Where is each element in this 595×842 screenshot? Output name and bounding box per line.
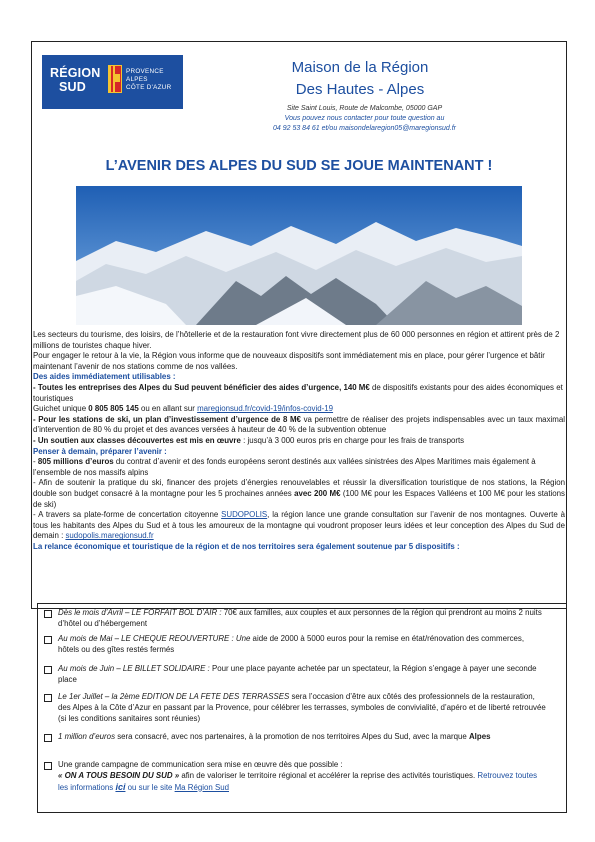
checkbox-bullet-icon <box>44 666 52 674</box>
item-brand: Alpes <box>468 732 491 741</box>
list-item <box>58 692 546 724</box>
header-subtitle: Des Hautes - Alpes <box>295 81 425 98</box>
demain-1-dash: - <box>33 457 38 467</box>
guichet-mid: ou en allant sur <box>138 404 198 414</box>
checkbox-bullet-icon <box>44 610 52 618</box>
relance-heading: La relance économique et touristique de la région et de nos territoires sera également soutenue par 5 dispositifs : <box>33 541 460 551</box>
demain-heading: Penser à demain, préparer l’avenir : <box>33 446 167 456</box>
header-contact: Vous pouvez nous contacter pour toute question au <box>284 115 445 122</box>
demain-3-pre: - A travers sa plate-forme de concertation citoyenne <box>33 510 222 520</box>
campaign-rest: afin de valoriser le territoire régional et accélérer la reprise des activités touristiques. <box>179 770 478 780</box>
header-phone-email[interactable]: 04 92 53 84 61 et/ou maisondelaregion05@maregionsud.fr <box>272 125 456 132</box>
checkbox-bullet-icon <box>44 694 52 702</box>
logo-line-alpes: ALPES <box>126 76 148 83</box>
sudopolis-link[interactable]: SUDOPOLIS <box>221 510 268 520</box>
demain-3 <box>33 510 565 542</box>
demain-2 <box>33 478 565 510</box>
logo-word-region: RÉGION <box>50 66 101 80</box>
guichet-number[interactable]: 0 805 805 145 <box>88 404 139 414</box>
item-text: 70€ aux familles, aux couples et aux personnes de la région qui prendront au moins 2 nuits d’hôtel ou d’hébergement <box>58 608 542 628</box>
item-text: Pour une place payante achetée par un spectateur, la Région s’engage à payer une seconde place <box>58 664 537 684</box>
list-item <box>58 760 546 793</box>
aide-1-bold: - Toutes les entreprises des Alpes du Sud peuvent bénéficier des aides d’urgence, 140 M€ <box>33 382 370 392</box>
covid-info-link[interactable]: maregionsud.fr/covid-19/infos-covid-19 <box>197 404 334 414</box>
demain-1-text: du contrat d’avenir et des fonds européens seront destinés aux vallées sinistrées des Alpes Maritimes mais également à l’ensemble de nos massifs alpins <box>33 457 536 477</box>
region-sud-logo <box>42 55 183 109</box>
logo-line-cote-azur: CÔTE D'AZUR <box>126 84 172 91</box>
campaign-text: Une grande campagne de communication sera mise en œuvre dès que possible : <box>58 760 343 769</box>
item-text: sera l’occasion d’être aux côtés des professionnels de la restauration, des Alpes à la Côte d’Azur en passant par la Provence, pour célébrer les terrasses, symboles de convivialité, d’apéro et de liberté retrouvée (si les conditions sanitaires sont réunies) <box>58 692 546 723</box>
list-item <box>58 664 546 686</box>
header-title: Maison de la Région <box>291 59 429 76</box>
coat-of-arms-icon <box>108 65 122 93</box>
demain-2-rest: (100 M€ pour les Espaces Valléens et 100 M€ pour les stations de ski) <box>33 488 565 509</box>
aide-2-bold: - Pour les stations de ski, un plan d’investissement d’urgence de 8 M€ <box>33 414 301 424</box>
item-title: 1 million d’euros <box>58 732 116 741</box>
aides-heading: Des aides immédiatement utilisables : <box>33 372 176 382</box>
aide-2 <box>33 415 565 436</box>
list-item <box>58 732 546 743</box>
header-address: Site Saint Louis, Route de Malcombe, 05000 GAP <box>286 105 443 112</box>
demain-2-text: - Afin de soutenir la pratique du ski, financer des projets d’énergies renouvelables et réussir la diversification touristique de nos stations, la Région double son budget consacré à la montagne pour les 5 prochaines années <box>33 478 565 498</box>
demain-1-bold: 805 millions d’euros <box>37 457 114 467</box>
checkbox-bullet-icon <box>44 762 52 770</box>
checkbox-bullet-icon <box>44 636 52 644</box>
aide-1-text: de dispositifs existants pour des aides économiques et touristiques <box>33 382 563 403</box>
site-text: ou sur le site <box>125 782 175 792</box>
list-item <box>58 634 546 656</box>
list-item <box>58 608 546 630</box>
intro-paragraph-2: Pour engager le retour à la vie, la Région vous informe que de nouveaux dispositifs sont immédiatement mis en place, pour gérer l’urgence et bâtir maintenant l’avenir de nos stations comme de nos vallées. <box>33 351 545 371</box>
aide-3-bold: - Un soutien aux classes découvertes est mis en œuvre <box>33 435 241 445</box>
aide-3 <box>33 436 565 447</box>
more-info-text: Retrouvez toutes les informations <box>58 770 538 792</box>
logo-word-sud: SUD <box>59 80 86 94</box>
item-title: Dès le mois d’Avril – LE FORFAIT BOL D’AIR : <box>58 608 222 617</box>
aide-2-text: va permettre de réaliser des projets indispensables avec un taux maximal d’intervention de 80 % du projet et des avances versées à hauteur de 40 % de la subvention obtenue <box>33 414 565 435</box>
demain-3-text: , la région lance une grande consultation sur l’avenir de nos montagnes. Ouverte à tous les habitants des Alpes du Sud et à tous les amoureux de la montagne qui voudront proposer leurs idées et leur conception des Alpes du Sud de demain : <box>33 510 565 541</box>
campaign-slogan: « ON A TOUS BESOIN DU SUD » <box>58 770 180 780</box>
dispositifs-box <box>37 603 567 813</box>
demain-1 <box>33 457 565 478</box>
checkbox-bullet-icon <box>44 734 52 742</box>
item-text: aide de 2000 à 5000 euros pour la remise en état/rénovation des commerces, hôtels ou des gîtes restés fermés <box>58 634 525 654</box>
guichet <box>33 404 565 415</box>
ici-link[interactable]: ici <box>115 781 126 792</box>
aide-3-text: : jusqu’à 3 000 euros pris en charge pour les frais de transports <box>240 435 465 445</box>
intro-paragraph-1: Les secteurs du tourisme, des loisirs, de l’hôtellerie et de la restauration font vivre directement plus de 60 000 personnes en région et attirent près de 2 millions de touristes chaque hiver. <box>33 330 560 350</box>
guichet-label: Guichet unique <box>33 404 89 414</box>
mountain-photo <box>76 186 522 325</box>
item-text: sera consacré, avec nos partenaires, à la promotion de nos territoires Alpes du Sud, avec la marque <box>115 732 469 741</box>
ma-region-sud-link[interactable]: Ma Région Sud <box>174 782 229 792</box>
logo-line-provence: PROVENCE <box>126 68 164 75</box>
sudopolis-site-link[interactable]: sudopolis.maregionsud.fr <box>65 531 154 541</box>
headline: L’AVENIR DES ALPES DU SUD SE JOUE MAINTENANT ! <box>105 158 493 174</box>
item-title: Au mois de Mai – LE CHEQUE REOUVERTURE : Une <box>58 634 251 643</box>
aide-1 <box>33 383 565 404</box>
body-text <box>33 330 565 552</box>
demain-2-bold: avec 200 M€ <box>294 488 341 498</box>
item-title: Le 1er Juillet – la 2ème EDITION DE LA FETE DES TERRASSES <box>58 692 290 701</box>
item-title: Au mois de Juin – LE BILLET SOLIDAIRE : <box>58 664 210 673</box>
